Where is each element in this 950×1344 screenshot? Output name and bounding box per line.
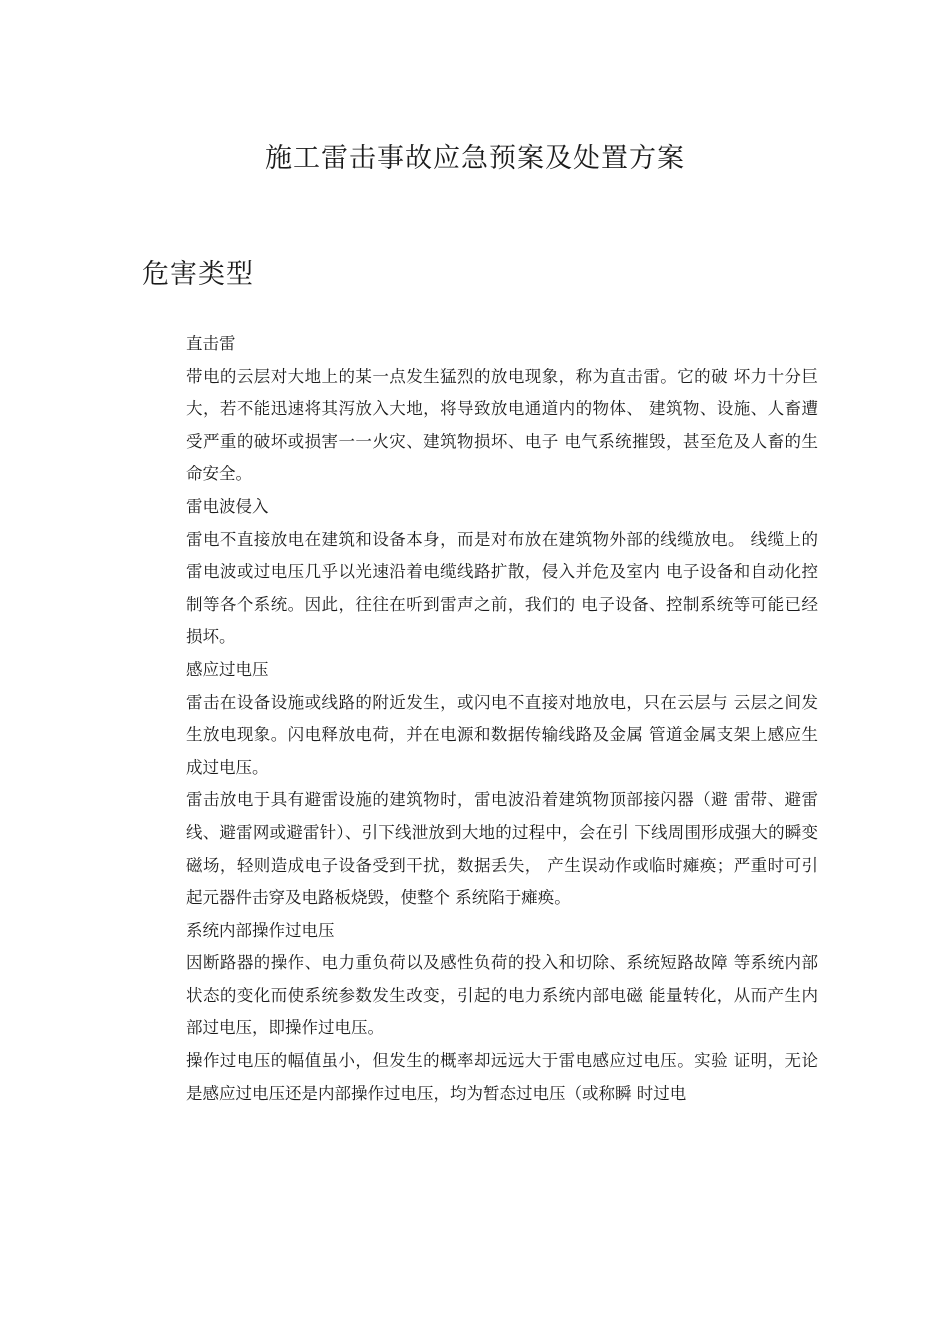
paragraph-direct-lightning: 带电的云层对大地上的某一点发生猛烈的放电现象，称为直击雷。它的破 坏力十分巨大，若不能迅速将其泻放入大地，将导致放电通道内的物体、 建筑物、设施、人畜遭受严重的破坏或损害一一火灾、建筑物损坏、电子 电气系统摧毁，甚至危及人畜的生命安全。 — [186, 366, 818, 484]
paragraph-induced-overvoltage: 雷击在设备设施或线路的附近发生，或闪电不直接对地放电，只在云层与 云层之间发生放电现象。闪电释放电荷，并在电源和数据传输线路及金属 管道金属支架上感应生成过电压。 — [186, 692, 818, 777]
document-title: 施工雷击事故应急预案及处置方案 — [265, 143, 685, 174]
section-heading: 危害类型 — [142, 259, 254, 290]
subheading-induced-overvoltage: 感应过电压 — [186, 659, 269, 679]
subheading-direct-lightning: 直击雷 — [186, 334, 236, 353]
subheading-lightning-wave: 雷电波侵入 — [186, 496, 269, 516]
paragraph-switching-overvoltage: 因断路器的操作、电力重负荷以及感性负荷的投入和切除、系统短路故障 等系统内部状态的变化而使系统参数发生改变，引起的电力系统内部电磁 能量转化，从而产生内部过电压，即操作过电压。 — [186, 953, 818, 1038]
paragraph-switching-overvoltage-2: 操作过电压的幅值虽小，但发生的概率却远远大于雷电感应过电压。实验 证明，无论是感应过电压还是内部操作过电压，均为暂态过电压（或称瞬 时过电 — [186, 1051, 818, 1103]
paragraph-lightning-wave: 雷电不直接放电在建筑和设备本身，而是对布放在建筑物外部的线缆放电。 线缆上的雷电波或过电压几乎以光速沿着电缆线路扩散，侵入并危及室内 电子设备和自动化控制等各个系统。因此，往往在听到雷声之前，我们的 电子设备、控制系统等可能已经损坏。 — [186, 529, 818, 647]
subheading-switching-overvoltage: 系统内部操作过电压 — [186, 920, 335, 940]
document-body — [186, 328, 818, 1110]
paragraph-induced-overvoltage-2: 雷击放电于具有避雷设施的建筑物时，雷电波沿着建筑物顶部接闪器（避 雷带、避雷线、避雷网或避雷针）、引下线泄放到大地的过程中，会在引 下线周围形成强大的瞬变磁场，轻则造成电子设备受到干扰，数据丢失， 产生误动作或临时瘫痪；严重时可引起元器件击穿及电路板烧毁，使整个 系统陷于瘫痪。 — [186, 790, 818, 908]
